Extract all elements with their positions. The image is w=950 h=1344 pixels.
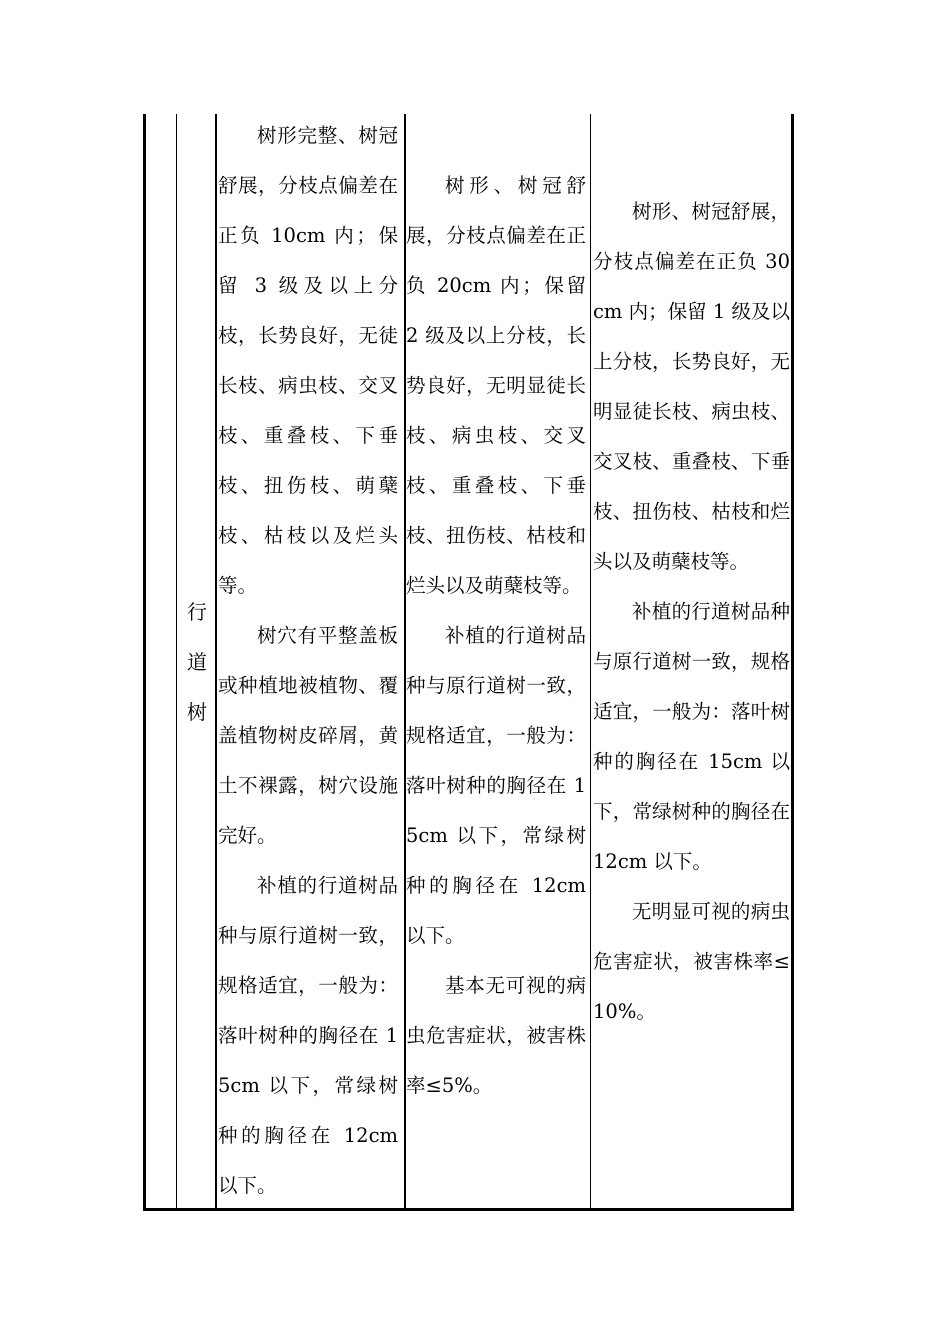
column-divider-4 xyxy=(590,114,591,1211)
category-char: 道 xyxy=(187,650,207,674)
category-cell xyxy=(178,587,216,737)
grade-1-cell xyxy=(218,111,398,1211)
grade-1-paragraph-pit: 树穴有平整盖板或种植地被植物、覆盖植物树皮碎屑，黄土不裸露，树穴设施完好。 xyxy=(218,624,398,847)
column-divider-1 xyxy=(176,114,177,1211)
table-border-left xyxy=(143,114,146,1211)
table-border-right xyxy=(791,114,794,1211)
category-char: 树 xyxy=(187,700,207,724)
grade-3-paragraph-replant: 补植的行道树品种与原行道树一致，规格适宜，一般为：落叶树种的胸径在 15cm 以下，常绿树种的胸径在 12cm 以下。 xyxy=(593,600,790,873)
grade-1-paragraph-replant: 补植的行道树品种与原行道树一致，规格适宜，一般为：落叶树种的胸径在 15cm 以下，常绿树种的胸径在 12cm 以下。 xyxy=(218,874,398,1197)
grade-2-cell xyxy=(406,161,586,1111)
grade-3-paragraph-pest: 无明显可视的病虫危害症状，被害株率≤10%。 xyxy=(593,900,790,1023)
category-char: 行 xyxy=(187,600,207,624)
grade-1-paragraph-shape: 树形完整、树冠舒展，分枝点偏差在正负 10cm 内；保留 3 级及以上分枝，长势良好，无徒长枝、病虫枝、交叉枝、重叠枝、下垂枝、扭伤枝、萌蘖枝、枯枝以及烂头等。 xyxy=(218,124,398,597)
grade-2-paragraph-pest: 基本无可视的病虫危害症状，被害株率≤5%。 xyxy=(406,974,586,1097)
grade-3-cell xyxy=(593,187,790,1037)
grade-2-paragraph-replant: 补植的行道树品种与原行道树一致，规格适宜，一般为：落叶树种的胸径在 15cm 以下，常绿树种的胸径在 12cm 以下。 xyxy=(406,624,586,947)
grade-3-paragraph-shape: 树形、树冠舒展，分枝点偏差在正负 30cm 内；保留 1 级及以上分枝，长势良好，无明显徒长枝、病虫枝、交叉枝、重叠枝、下垂枝、扭伤枝、枯枝和烂头以及萌蘖枝等。 xyxy=(593,200,790,573)
grade-2-paragraph-shape: 树形、树冠舒展，分枝点偏差在正负 20cm 内；保留 2 级及以上分枝，长势良好，无明显徒长枝、病虫枝、交叉枝、重叠枝、下垂枝、扭伤枝、枯枝和烂头以及萌蘖枝等。 xyxy=(406,174,586,597)
